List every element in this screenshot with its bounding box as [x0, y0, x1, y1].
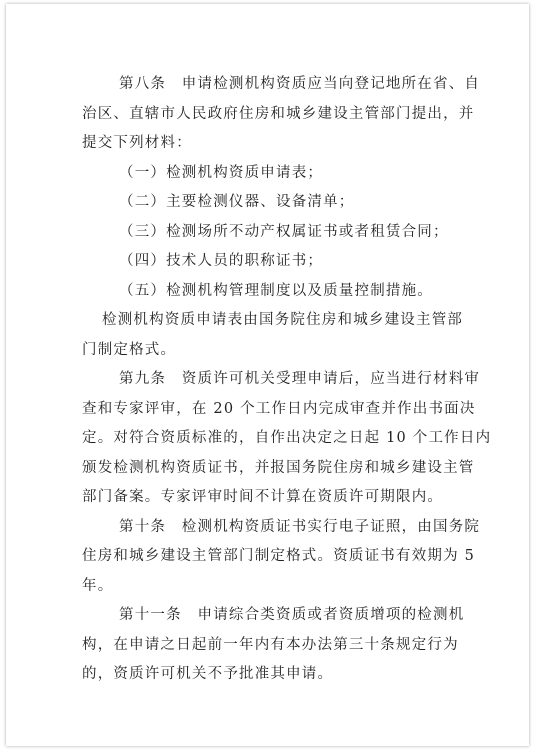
article-11-line-1: 第十一条 申请综合类资质或者资质增项的检测机	[119, 607, 465, 623]
article-9-line-1: 第九条 资质许可机关受理申请后，应当进行材料审	[119, 371, 481, 387]
material-item-4: （四）技术人员的职称证书；	[119, 253, 324, 269]
article-10-line-3: 年。	[82, 577, 114, 594]
article-8-line-3: 提交下列材料：	[82, 135, 192, 151]
article-11-line-3: 的，资质许可机关不予批准其申请。	[82, 666, 334, 682]
article-8-line-1: 第八条 申请检测机构资质应当向登记地所在省、自	[119, 76, 481, 92]
document-page	[6, 4, 529, 746]
document-body	[82, 70, 492, 690]
article-10-line-2: 住房和城乡建设主管部门制定格式。资质证书有效期为 5	[82, 548, 476, 564]
application-form-line-2: 门制定格式。	[82, 341, 177, 358]
article-8-line-2: 治区、直辖市人民政府住房和城乡建设主管部门提出，并	[82, 105, 475, 122]
material-item-2: （二）主要检测仪器、设备清单；	[119, 194, 355, 210]
article-9-line-4: 颁发检测机构资质证书，并报国务院住房和城乡建设主管	[82, 459, 475, 476]
article-11-line-2: 构，在申请之日起前一年内有本办法第三十条规定行为	[82, 636, 459, 653]
article-9-line-3: 定。对符合资质标准的，自作出决定之日起 10 个工作日内	[82, 430, 492, 446]
article-10-line-1: 第十条 检测机构资质证书实行电子证照，由国务院	[119, 518, 481, 535]
material-item-1: （一）检测机构资质申请表；	[119, 164, 324, 181]
material-item-5: （五）检测机构管理制度以及质量控制措施。	[119, 282, 433, 299]
material-item-3: （三）检测场所不动产权属证书或者租赁合同；	[119, 223, 449, 240]
application-form-line-1: 检测机构资质申请表由国务院住房和城乡建设主管部	[102, 312, 464, 328]
article-9-line-5: 部门备案。专家评审时间不计算在资质许可期限内。	[82, 489, 444, 505]
article-9-line-2: 查和专家评审，在 20 个工作日内完成审查并作出书面决	[82, 400, 476, 417]
